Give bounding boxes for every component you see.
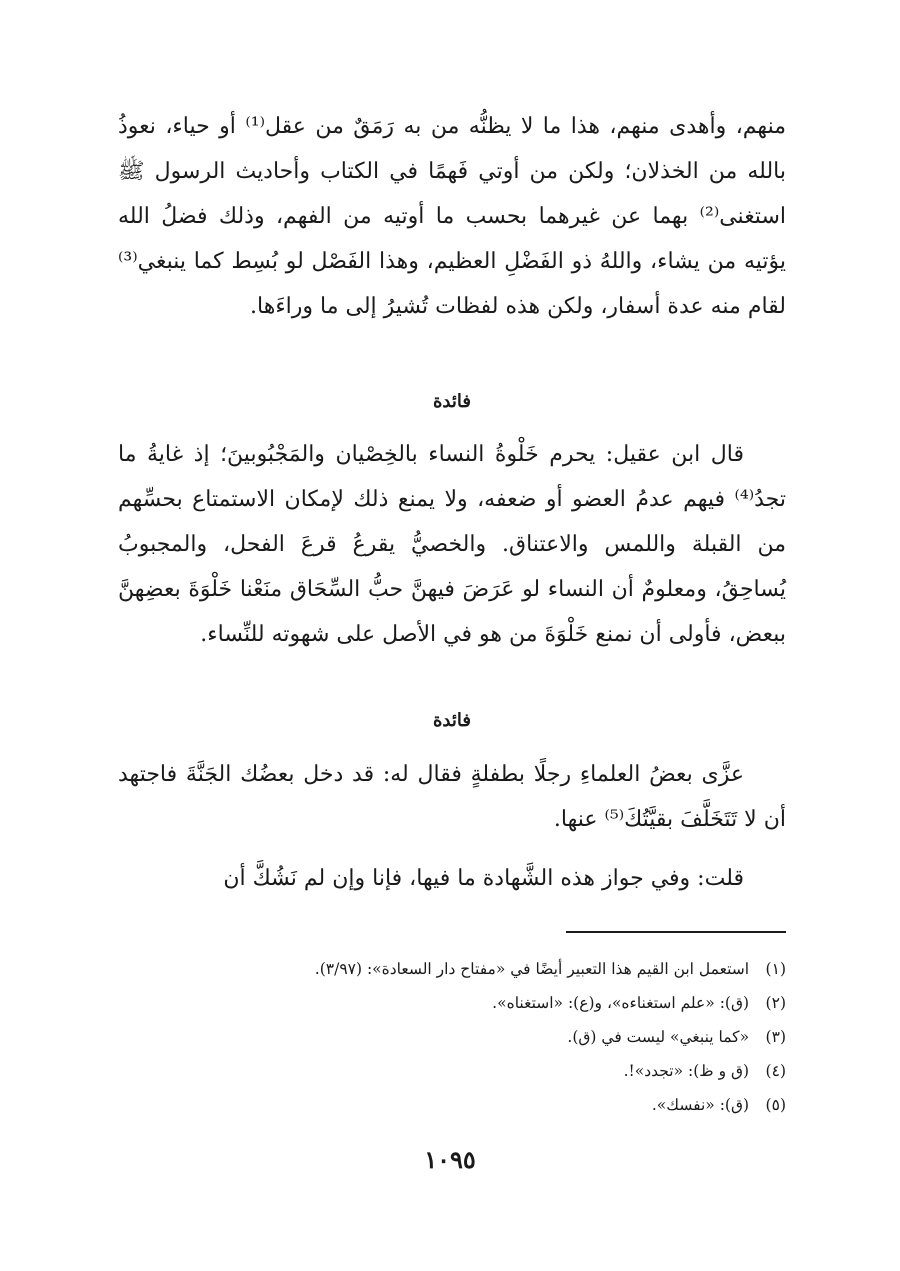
footnote-item — [118, 1054, 786, 1088]
footnote-text: «كما ينبغي» ليست في (ق). — [567, 1028, 750, 1046]
footnote-text: (ق): «نفسك». — [651, 1096, 750, 1114]
body-paragraph: عزَّى بعضُ العلماءِ رجلًا بطفلةٍ فقال له: قد دخل بعضُك الجَنَّةَ فاجتهد أن لا تَتَخَلَّفَ بقيَّتُكَ⁽⁵⁾ عنها. — [118, 762, 786, 832]
footnote-number: (١) — [765, 960, 786, 978]
body-paragraph: منهم، وأهدى منهم، هذا ما لا يظنُّه من به رَمَقٌ من عقل⁽¹⁾ أو حياء، نعوذُ بالله من الخذلان؛ ولكن من أوتي فَهمًا في الكتاب وأحاديث الرسول ﷺ استغنى⁽²⁾ بهما عن غيرهما بحسب ما أوتيه من الفهم، وذلك فضلُ الله يؤتيه من يشاء، واللهُ ذو الفَضْلِ العظيم، وهذا الفَصْل لو بُسِط كما ينبغي⁽³⁾ لقام منه عدة أسفار، ولكن هذه لفظات تُشيرُ إلى ما وراءَها. — [118, 114, 786, 319]
footnote-number: (٣) — [765, 1028, 786, 1046]
footnote-item — [118, 1020, 786, 1054]
body-paragraph: قلت: وفي جواز هذه الشَّهادة ما فيها، فإنا وإن لم نَشُكَّ أن — [223, 866, 744, 891]
footnote-divider — [566, 931, 786, 933]
body-paragraph: قال ابن عقيل: يحرم خَلْوةُ النساء بالخِصْيان والمَجْبُوبينَ؛ إذ غايةُ ما تجدُ⁽⁴⁾ فيهم عدمُ العضو أو ضعفه، ولا يمنع ذلك لإمكان الاستمتاع بحسِّهم من القبلة واللمس والاعتناق. والخصيُّ يقرعُ قرعَ الفحل، والمجبوبُ يُساحِقُ، ومعلومٌ أن النساء لو عَرَضَ فيهنَّ حبُّ السِّحَاق منَعْنا خَلْوَةَ بعضِهنَّ ببعض، فأولى أن نمنع خَلْوَةَ من هو في الأصل على شهوته للنِّساء. — [118, 442, 786, 647]
section-heading: فائدة — [433, 391, 471, 412]
page-number: ١٠٩٥ — [424, 1145, 476, 1174]
section-heading: فائدة — [433, 710, 471, 731]
footnotes-list — [118, 952, 786, 1122]
footnote-item — [118, 1088, 786, 1122]
footnote-text: (ق و ظ): «تجدد»!. — [623, 1062, 750, 1080]
footnote-text: استعمل ابن القيم هذا التعبير أيضًا في «مفتاح دار السعادة»: (٣/٩٧). — [314, 960, 750, 978]
footnote-text: (ق): «علم استغناءه»، و(ع): «استغناه». — [492, 994, 750, 1012]
footnote-item — [118, 986, 786, 1020]
footnote-item — [118, 952, 786, 986]
footnote-number: (٥) — [765, 1096, 786, 1114]
footnote-number: (٢) — [765, 994, 786, 1012]
footnote-number: (٤) — [765, 1062, 786, 1080]
